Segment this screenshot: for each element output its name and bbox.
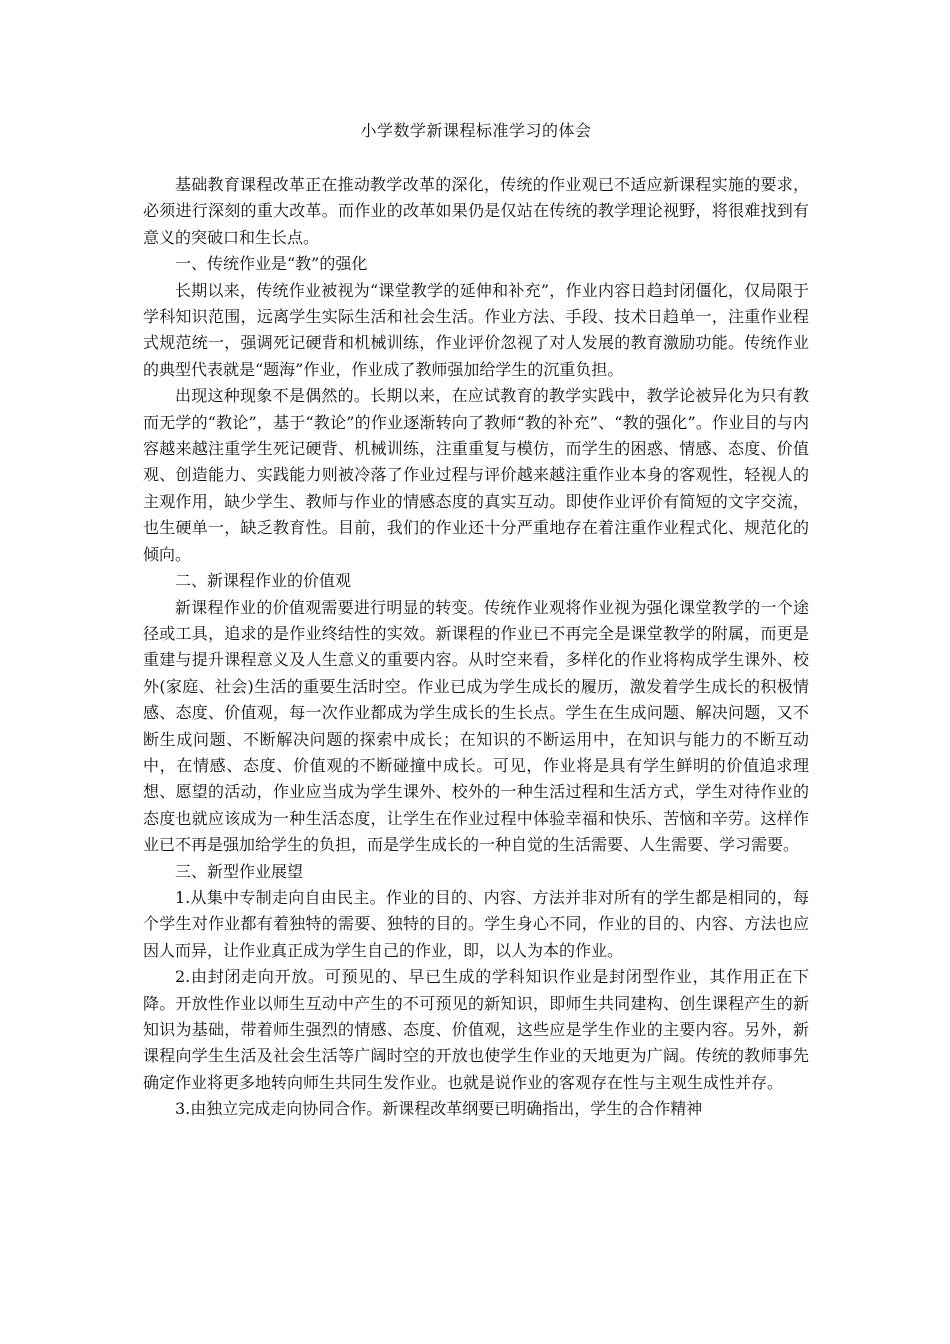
section-3-paragraph-1: 1.从集中专制走向自由民主。作业的目的、内容、方法并非对所有的学生都是相同的，每个学生对作业都有着独特的需要、独特的目的。学生身心不同，作业的目的、内容、方法也应因人而异，让作业真正成为学生自己的作业，即，以人为本的作业。 [143, 887, 809, 960]
document-body [143, 118, 809, 1123]
document-title: 小学数学新课程标准学习的体会 [360, 121, 592, 140]
section-1-paragraph-2: 出现这种现象不是偶然的。长期以来，在应试教育的教学实践中，教学论被异化为只有教而无学的“教论”，基于“教论”的作业逐渐转向了教师“教的补充”、“教的强化”。作业目的与内容越来越注重学生死记硬背、机械训练，注重重复与模仿，而学生的困惑、情感、态度、价值观、创造能力、实践能力则被冷落了作业过程与评价越来越注重作业本身的客观性，轻视人的主观作用，缺少学生、教师与作业的情感态度的真实互动。即使作业评价有简短的文字交流，也生硬单一，缺乏教育性。目前，我们的作业还十分严重地存在着注重作业程式化、规范化的倾向。 [143, 386, 809, 564]
section-2-paragraph-1: 新课程作业的价值观需要进行明显的转变。传统作业观将作业视为强化课堂教学的一个途径或工具，追求的是作业终结性的实效。新课程的作业已不再完全是课堂教学的附属，而更是重建与提升课程意义及人生意义的重要内容。从时空来看，多样化的作业将构成学生课外、校外(家庭、社会)生活的重要生活时空。作业已成为学生成长的履历，激发着学生成长的积极情感、态度、价值观，每一次作业都成为学生成长的生长点。学生在生成问题、解决问题，又不断生成问题、不断解决问题的探索中成长；在知识的不断运用中，在知识与能力的不断互动中，在情感、态度、价值观的不断碰撞中成长。可见，作业将是具有学生鲜明的价值追求理想、愿望的活动，作业应当成为学生课外、校外的一种生活过程和生活方式，学生对待作业的态度也就应该成为一种生活态度，让学生在作业过程中体验幸福和快乐、苦恼和辛劳。这样作业已不再是强加给学生的负担，而是学生成长的一种自觉的生活需要、人生需要、学习需要。 [143, 597, 809, 855]
section-1-heading: 一、传统作业是“教”的强化 [175, 254, 368, 274]
intro-paragraph: 基础教育课程改革正在推动教学改革的深化，传统的作业观已不适应新课程实施的要求，必须进行深刻的重大改革。而作业的改革如果仍是仅站在传统的教学理论视野，将很难找到有意义的突破口和生长点。 [143, 175, 809, 247]
section-3-paragraph-3: 3.由独立完成走向协同合作。新课程改革纲要已明确指出，学生的合作精神 [175, 1099, 703, 1119]
section-3-paragraph-2: 2.由封闭走向开放。可预见的、早已生成的学科知识作业是封闭型作业，其作用正在下降。开放性作业以师生互动中产生的不可预见的新知识，即师生共同建构、创生课程产生的新知识为基础，带着师生强烈的情感、态度、价值观，这些应是学生作业的主要内容。另外，新课程向学生生活及社会生活等广阔时空的开放也使学生作业的天地更为广阔。传统的教师事先确定作业将更多地转向师生共同生发作业。也就是说作业的客观存在性与主观生成性并存。 [143, 967, 809, 1092]
section-1-paragraph-1: 长期以来，传统作业被视为“课堂教学的延伸和补充”，作业内容日趋封闭僵化，仅局限于学科知识范围，远离学生实际生活和社会生活。作业方法、手段、技术日趋单一，注重作业程式规范统一，强调死记硬背和机械训练，作业评价忽视了对人发展的教育激励功能。传统作业的典型代表就是“题海”作业，作业成了教师强加给学生的沉重负担。 [143, 280, 809, 379]
section-3-heading: 三、新型作业展望 [175, 861, 304, 881]
section-2-heading: 二、新课程作业的价值观 [175, 571, 352, 591]
